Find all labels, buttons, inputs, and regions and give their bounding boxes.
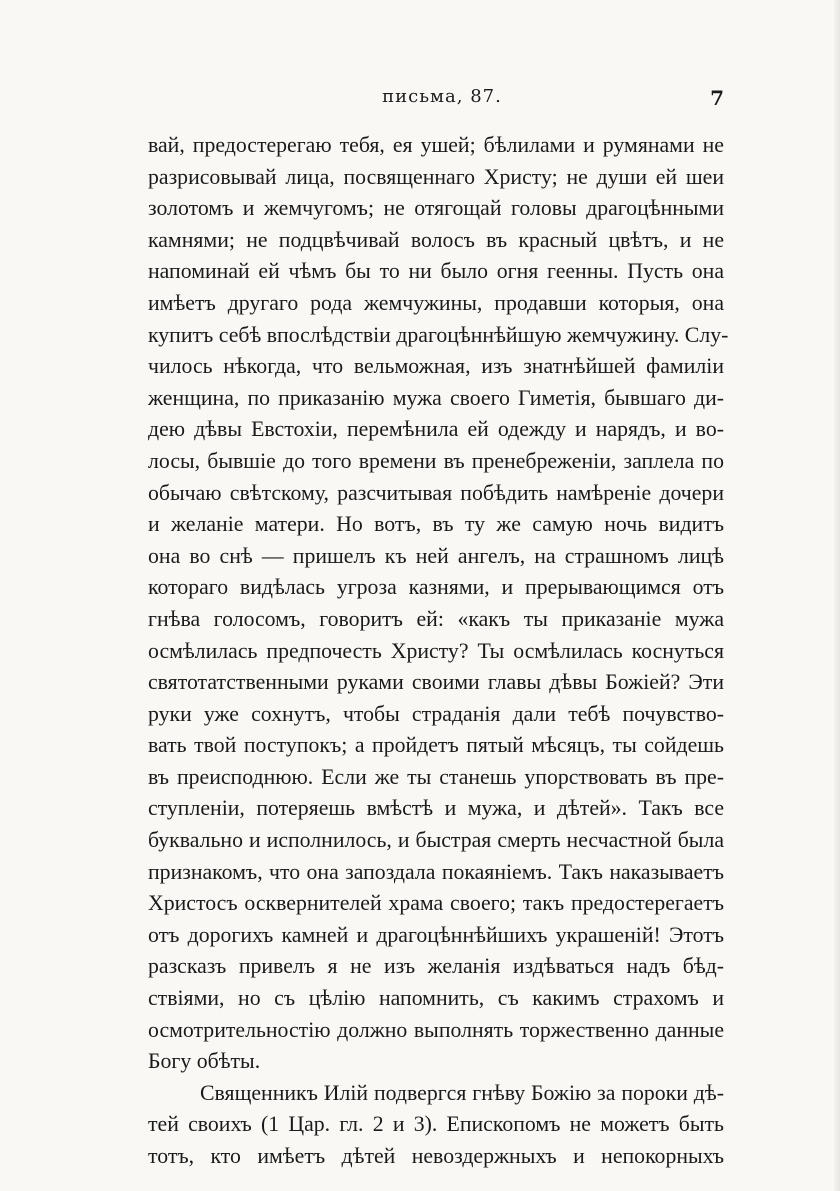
text-line: камнями; не подцвѣчивай волосъ въ красный цвѣтъ, и не: [148, 227, 724, 252]
text-line: котораго видѣлась угроза казнями, и прерывающимся отъ: [148, 575, 724, 600]
text-line: осмотрительностію должно выполнять торжественно данные: [148, 1017, 724, 1042]
text-line: имѣетъ другаго рода жемчужины, продавши которыя, она: [148, 290, 724, 315]
text-line: дею дѣвы Евстохіи, перемѣнила ей одежду и нарядъ, и во-: [148, 417, 724, 442]
text-line: руки уже сохнутъ, чтобы страданія дали тебѣ почувство-: [148, 701, 724, 726]
text-line: вать твой поступокъ; а пройдетъ пятый мѣсяцъ, ты сойдешь: [148, 733, 724, 758]
text-line: ступленіи, потеряешь вмѣстѣ и мужа, и дѣтей». Такъ все: [148, 796, 724, 821]
text-line: разсказъ привелъ я не изъ желанія издѣваться надъ бѣд-: [148, 954, 724, 979]
text-line: признакомъ, что она запоздала покаяніемъ. Такъ наказываетъ: [148, 859, 724, 884]
text-line: осмѣлилась предпочесть Христу? Ты осмѣлилась коснуться: [148, 638, 724, 663]
text-line: вай, предостерегаю тебя, ея ушей; бѣлилами и румянами не: [148, 133, 724, 157]
text-line: чилось нѣкогда, что вельможная, изъ знатнѣйшей фамиліи: [148, 354, 724, 379]
text-line: тотъ, кто имѣетъ дѣтей невоздержныхъ и непокорныхъ: [148, 1144, 724, 1168]
paragraph-end-line: Богу обѣты.: [148, 1049, 261, 1074]
text-line: Христосъ осквернителей храма своего; такъ предостерегаетъ: [148, 891, 724, 916]
page-number: 7: [710, 86, 724, 110]
text-line: она во снѣ — пришелъ къ ней ангелъ, на страшномъ лицѣ: [148, 543, 724, 568]
page-edge-shadow: [834, 0, 840, 1191]
text-line: ствіями, но съ цѣлію напомнить, съ какимъ страхомъ и: [148, 986, 724, 1011]
text-line: и желаніе матери. Но вотъ, въ ту же самую ночь видитъ: [148, 512, 724, 537]
text-line: въ преисподнюю. Если же ты станешь упорствовать въ пре-: [148, 764, 724, 789]
text-line: женщина, по приказанію мужа своего Гиметія, бывшаго ди-: [148, 385, 724, 410]
text-line: гнѣва голосомъ, говоритъ ей: «какъ ты приказаніе мужа: [148, 606, 724, 631]
text-line: напоминай ей чѣмъ бы то ни было огня геенны. Пусть она: [148, 259, 724, 284]
text-line: купитъ себѣ впослѣдствіи драгоцѣннѣйшую жемчужину. Слу-: [148, 322, 729, 347]
paragraph-start-line: Священникъ Илій подвергся гнѣву Божію за пороки дѣ-: [200, 1080, 724, 1105]
text-line: разрисовывай лица, посвященнаго Христу; не души ей шеи: [148, 164, 724, 189]
text-line: обычаю свѣтскому, разсчитывая побѣдить намѣреніе дочери: [148, 480, 724, 505]
text-line: святотатственными руками своими главы дѣвы Божіей? Эти: [148, 670, 724, 695]
page-header: [148, 86, 724, 116]
running-head: письма, 87.: [382, 86, 502, 107]
text-line: лосы, бывшіе до того времени въ пренебреженіи, заплела по: [148, 448, 724, 473]
text-line: буквально и исполнилось, и быстрая смерть несчастной была: [148, 828, 724, 853]
text-line: золотомъ и жемчугомъ; не отягощай головы драгоцѣнными: [148, 196, 724, 221]
body-text: [148, 130, 729, 1173]
text-line: тей своихъ (1 Цар. гл. 2 и 3). Епископомъ не можетъ быть: [148, 1112, 724, 1137]
text-line: отъ дорогихъ камней и драгоцѣннѣйшихъ украшеній! Этотъ: [148, 922, 724, 947]
